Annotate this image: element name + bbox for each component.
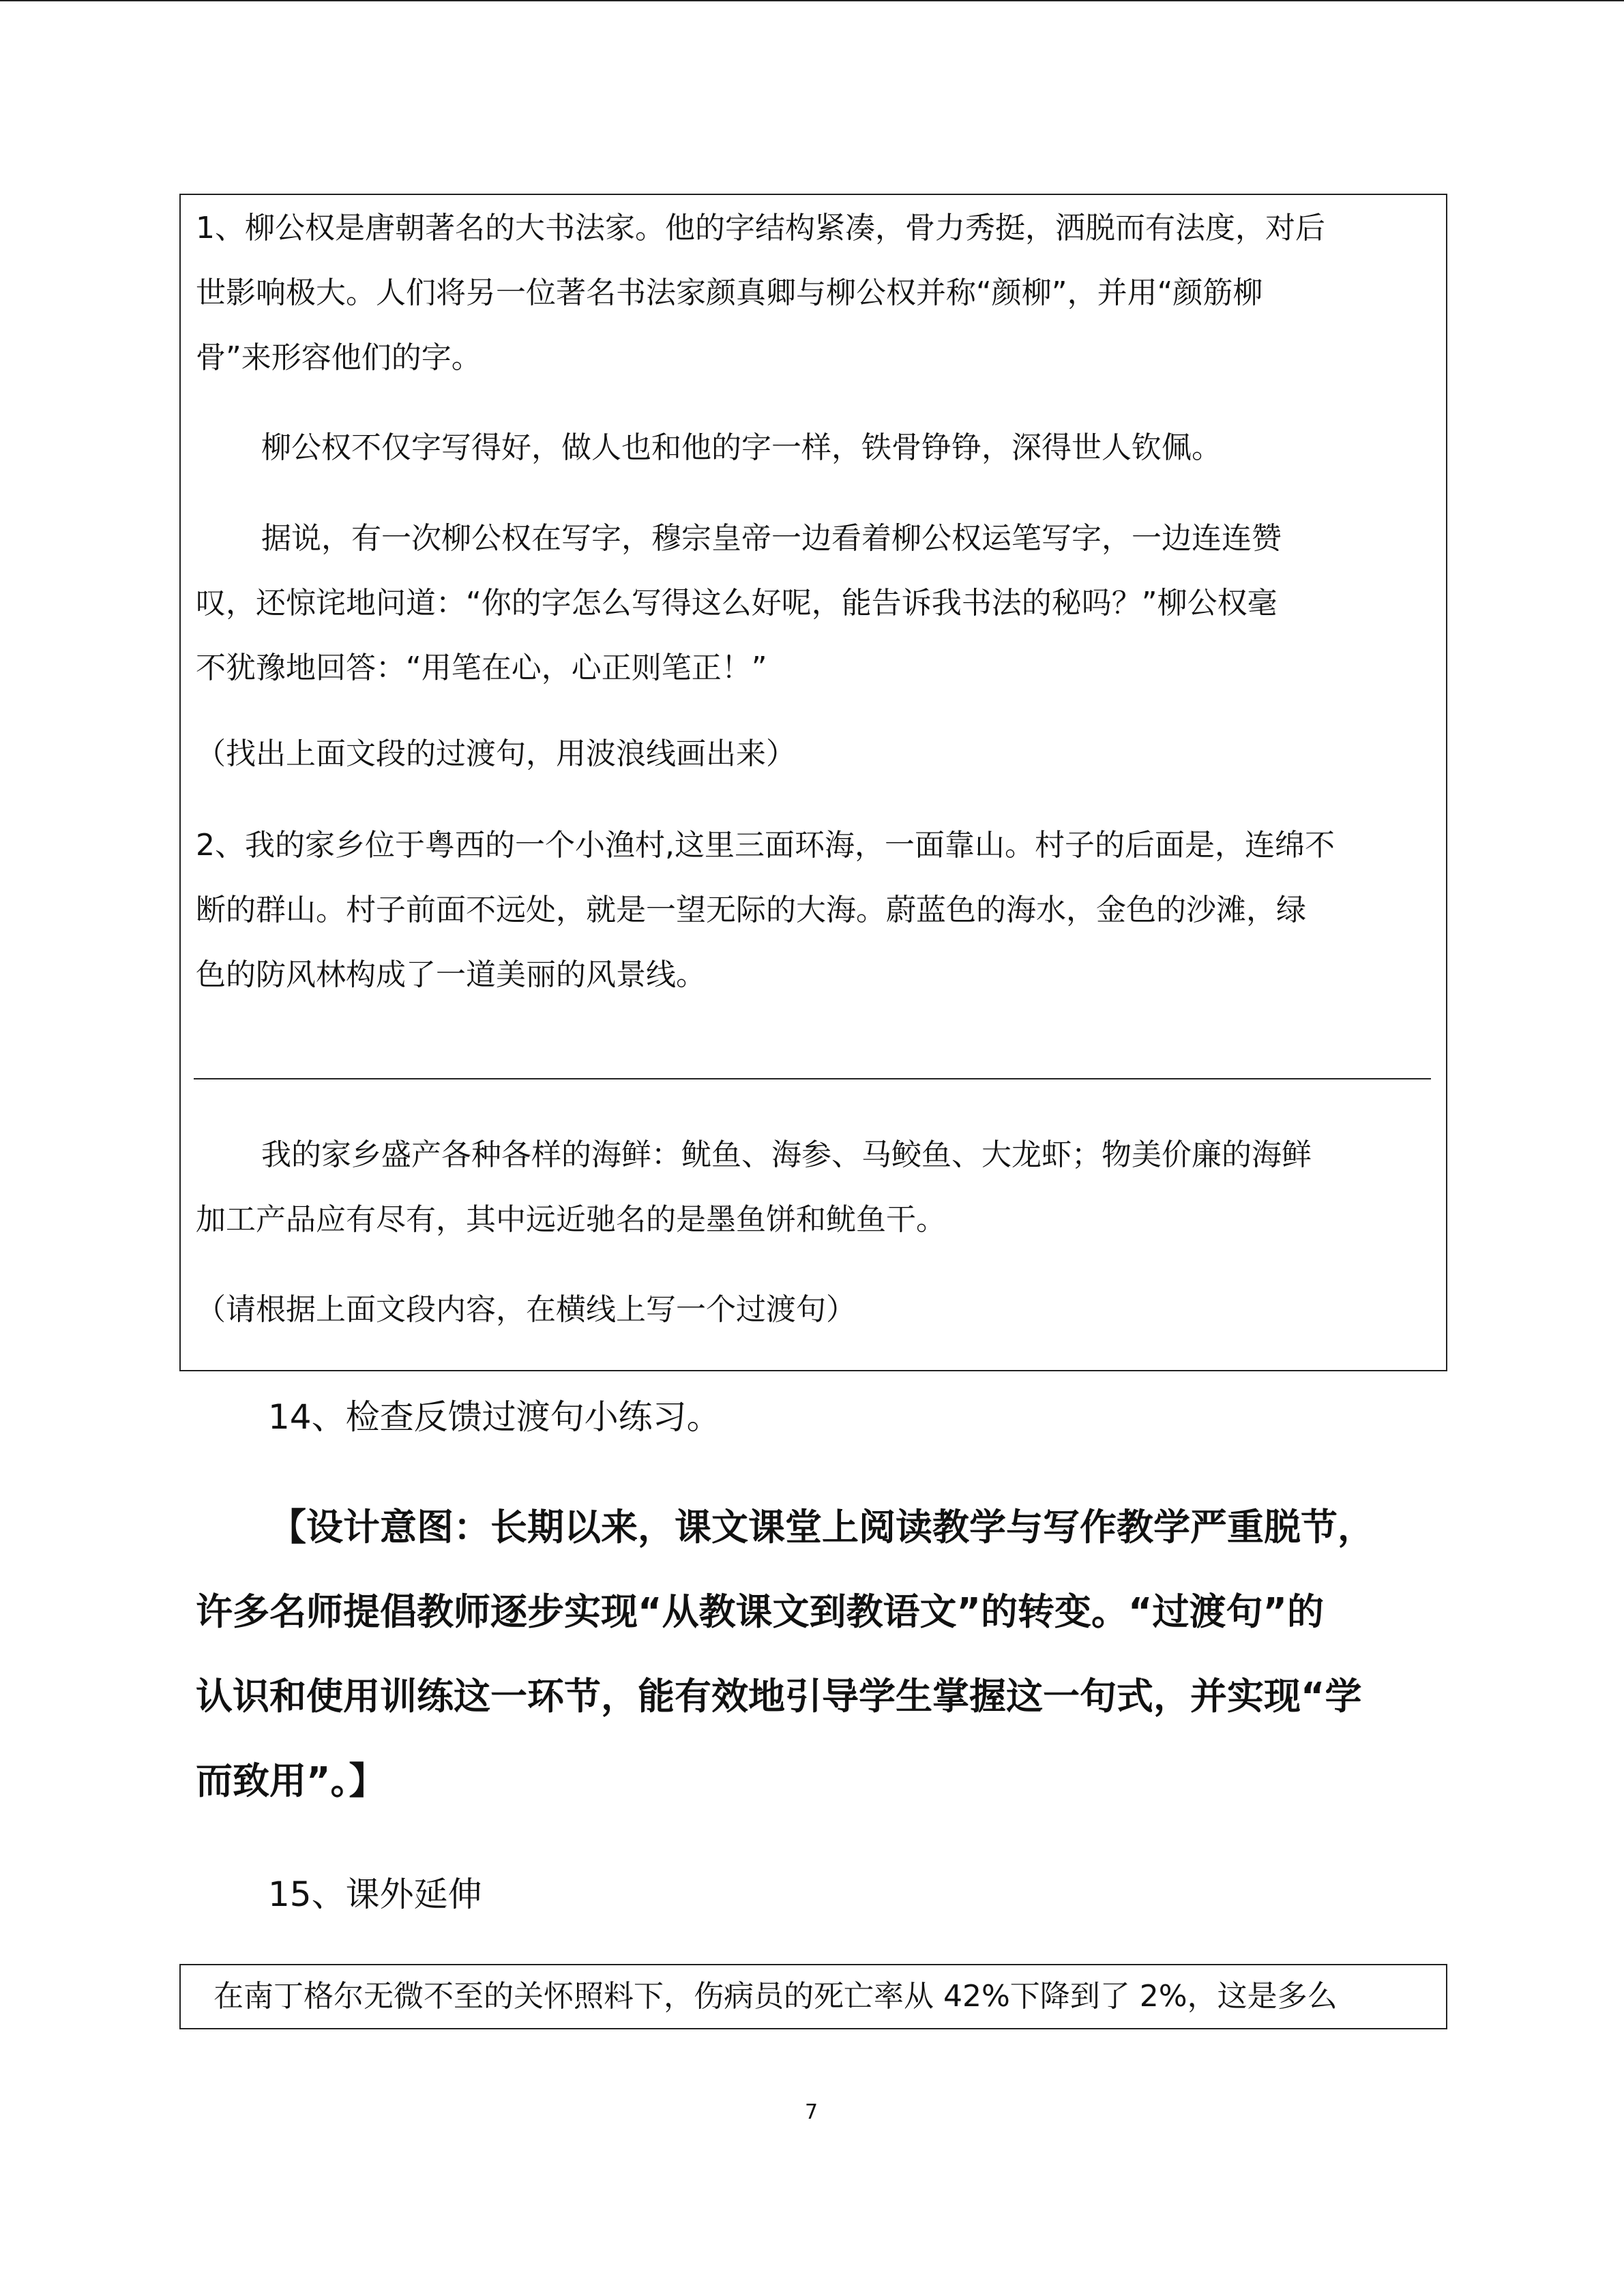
paragraph-5 [196, 1122, 1312, 1252]
text-line: 叹，还惊诧地问道：“你的字怎么写得这么好呢，能告诉我书法的秘吗？”柳公权毫 [196, 586, 1278, 621]
text-line: 我的家乡盛产各种各样的海鲜：鱿鱼、海参、马鲛鱼、大龙虾；物美价廉的海鲜 [261, 1137, 1312, 1172]
step-15-heading: 15、课外延伸 [268, 1875, 482, 1914]
text-line: 认识和使用训练这一环节，能有效地引导学生掌握这一句式，并实现“学 [196, 1675, 1362, 1718]
text-line: 不犹豫地回答：“用笔在心，心正则笔正！” [196, 651, 767, 685]
text-line: 而致用”。】 [196, 1759, 386, 1802]
text-line: 据说，有一次柳公权在写字，穆宗皇帝一边看着柳公权运笔写字，一边连连赞 [261, 521, 1282, 556]
paragraph-4 [196, 813, 1335, 1007]
text-line: 世影响极大。人们将另一位著名书法家颜真卿与柳公权并称“颜柳”，并用“颜筋柳 [196, 275, 1263, 310]
design-intent [196, 1485, 1374, 1823]
page-number: 7 [805, 2100, 818, 2124]
text-line: 断的群山。村子前面不远处，就是一望无际的大海。蔚蓝色的海水，金色的沙滩，绿 [196, 893, 1306, 927]
paragraph-2 [261, 415, 1222, 480]
answer-line[interactable] [194, 1078, 1431, 1079]
extension-text: 在南丁格尔无微不至的关怀照料下，伤病员的死亡率从 42%下降到了 2%，这是多么 [213, 1979, 1338, 2014]
text-line: 2、我的家乡位于粤西的一个小渔村,这里三面环海，一面靠山。村子的后面是，连绵不 [196, 828, 1335, 863]
text-line: 1、柳公权是唐朝著名的大书法家。他的字结构紧凑，骨力秀挺，洒脱而有法度，对后 [196, 211, 1325, 245]
step-14-heading: 14、检查反馈过渡句小练习。 [268, 1397, 721, 1437]
paragraph-3 [196, 506, 1282, 700]
page-top-border [0, 0, 1624, 1]
text-line: 色的防风林构成了一道美丽的风景线。 [196, 957, 706, 992]
text-line: 【设计意图：长期以来，课文课堂上阅读教学与写作教学严重脱节， [269, 1506, 1374, 1549]
text-line: 许多名师提倡教师逐步实现“从教课文到教语文”的转变。“过渡句”的 [196, 1590, 1324, 1633]
task-instruction-1: （找出上面文段的过渡句，用波浪线画出来） [196, 736, 796, 771]
text-line: 骨”来形容他们的字。 [196, 340, 482, 375]
task-instruction-2: （请根据上面文段内容，在横线上写一个过渡句） [196, 1292, 856, 1327]
text-line: 加工产品应有尽有，其中远近驰名的是墨鱼饼和鱿鱼干。 [196, 1202, 946, 1237]
paragraph-1 [196, 196, 1325, 390]
text-line: 柳公权不仅字写得好，做人也和他的字一样，铁骨铮铮，深得世人钦佩。 [261, 430, 1222, 465]
